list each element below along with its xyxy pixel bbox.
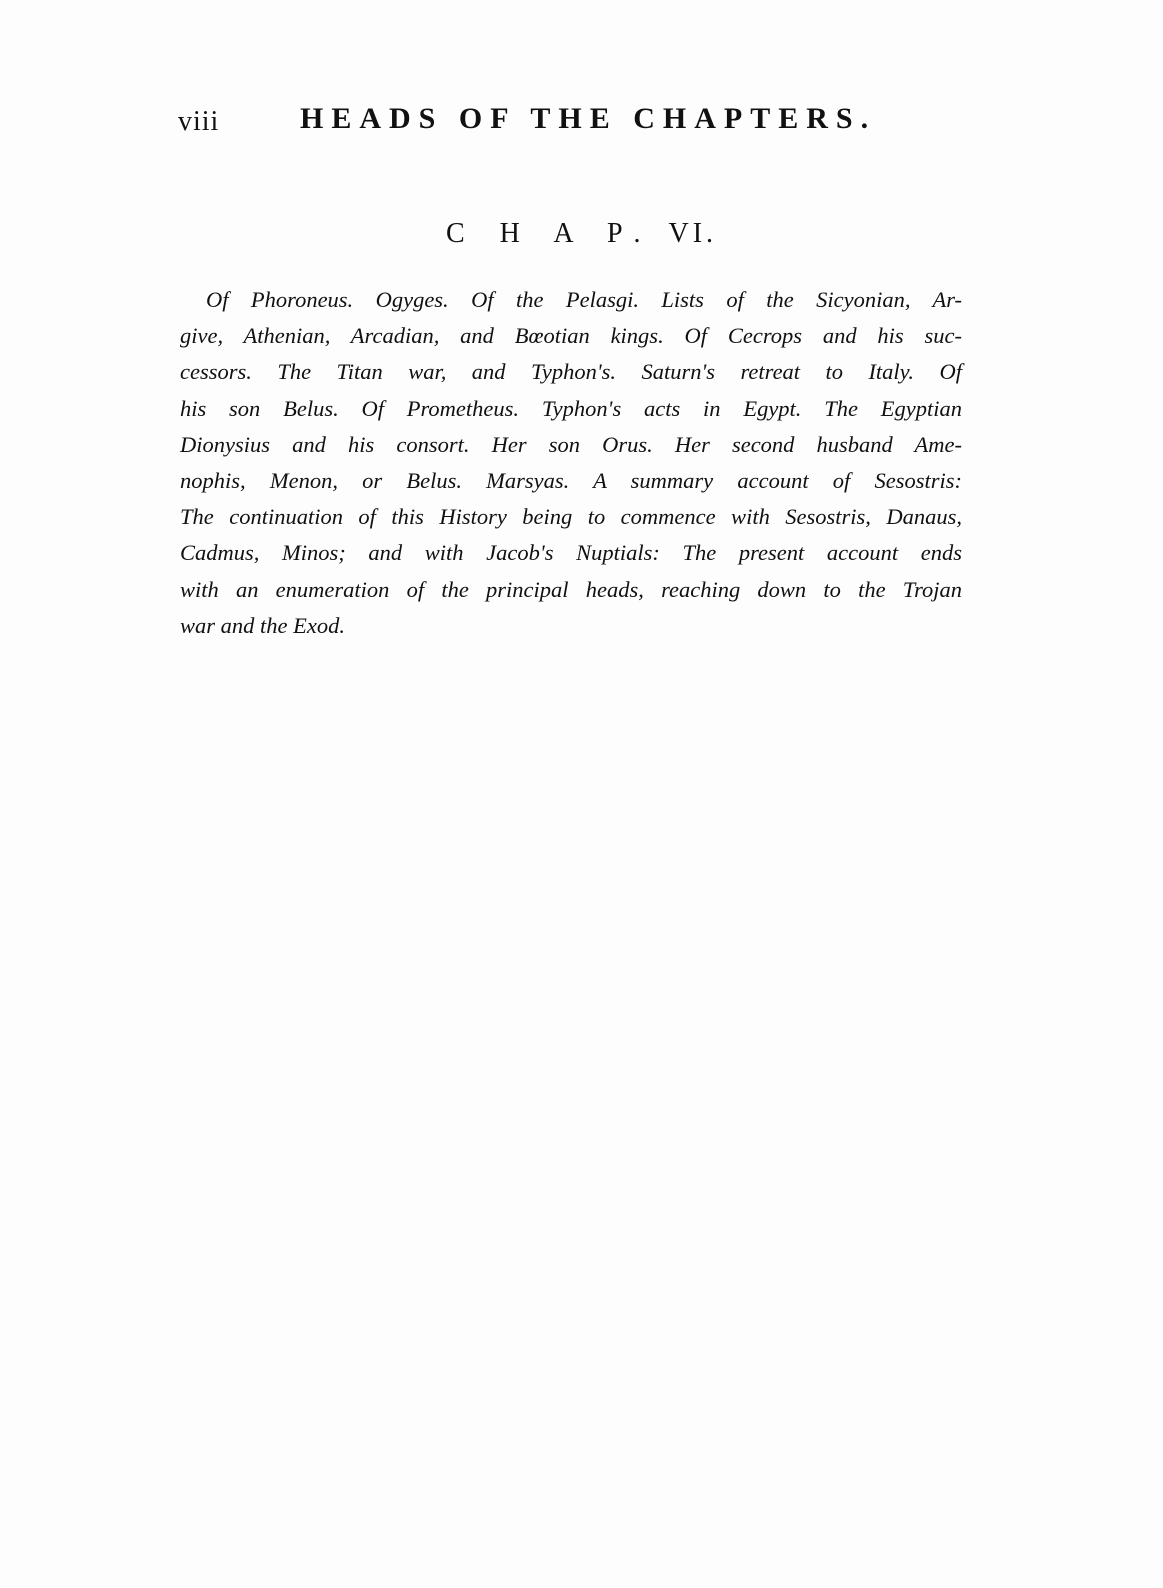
page-number: viii <box>178 106 220 137</box>
summary-line: with an enumeration of the principal heads, reaching down to the Trojan <box>180 576 962 602</box>
summary-line: Dionysius and his consort. Her son Orus. Her second husband Ame- <box>180 431 962 457</box>
chapter-number: VI. <box>668 218 718 249</box>
summary-line: Of Phoroneus. Ogyges. Of the Pelasgi. Lists of the Sicyonian, Ar- <box>206 287 962 312</box>
running-title: HEADS OF THE CHAPTERS. <box>300 102 877 135</box>
summary-line: Cadmus, Minos; and with Jacob's Nuptials: The present account ends <box>180 540 962 566</box>
summary-line: his son Belus. Of Prometheus. Typhon's acts in Egypt. The Egyptian <box>180 395 962 421</box>
chapter-label: C H A P. <box>445 218 655 249</box>
summary-line: give, Athenian, Arcadian, and Bœotian kings. Of Cecrops and his suc- <box>180 323 962 349</box>
summary-line: war and the Exod. <box>180 612 345 638</box>
summary-line: The continuation of this History being to commence with Sesostris, Danaus, <box>180 504 962 530</box>
running-head <box>0 100 1163 150</box>
summary-line: cessors. The Titan war, and Typhon's. Saturn's retreat to Italy. Of <box>180 359 962 385</box>
chapter-summary <box>180 282 962 644</box>
chapter-heading <box>0 218 1163 258</box>
summary-line: nophis, Menon, or Belus. Marsyas. A summary account of Sesostris: <box>180 468 962 494</box>
